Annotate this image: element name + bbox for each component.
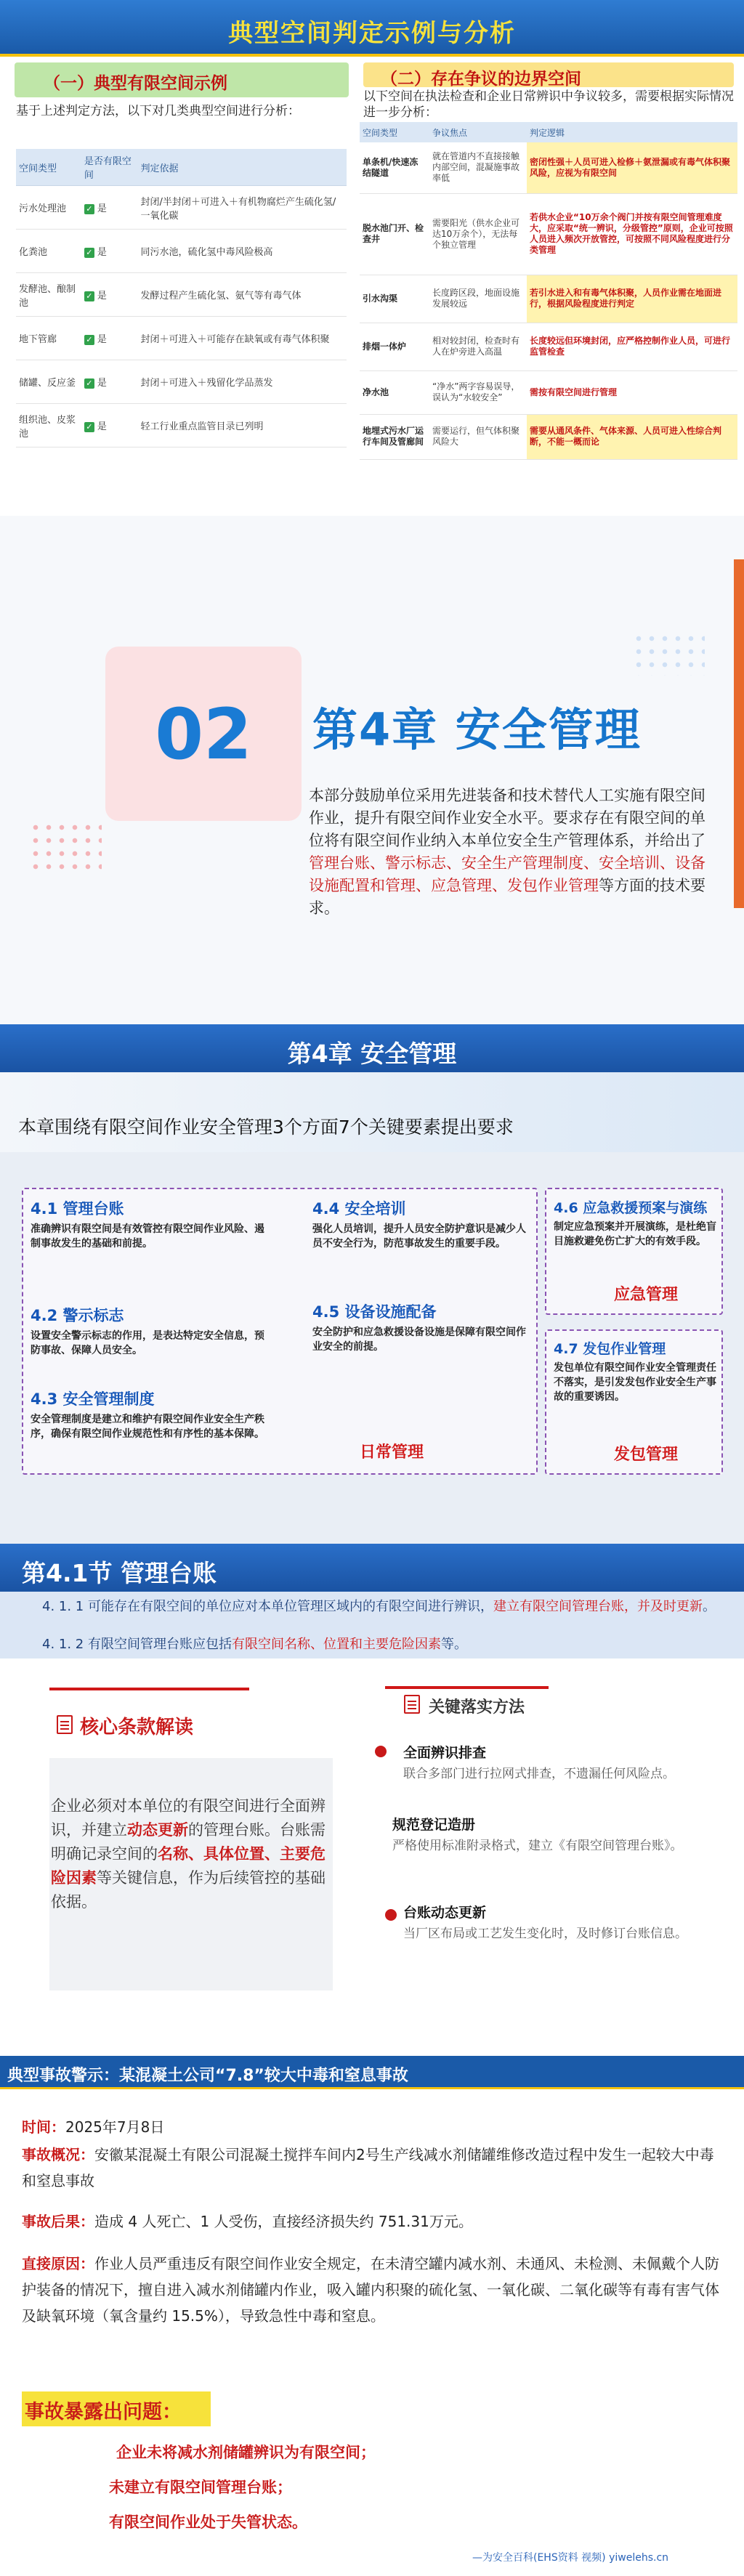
basis: 轻工行业重点监管目录已列明 xyxy=(138,404,347,447)
decor-dots xyxy=(29,821,102,872)
element-title: 4.4 安全培训 xyxy=(312,1200,406,1218)
basis: 同污水池，硫化氢中毒风险极高 xyxy=(138,230,347,273)
element-title: 4.7 发包作业管理 xyxy=(554,1341,666,1357)
is-confined-cell xyxy=(81,273,138,317)
is-confined: 是 xyxy=(97,378,107,389)
clause-text-end: 等。 xyxy=(440,1637,467,1652)
basis: 封闭＋可进入＋可能存在缺氧或有毒气体积聚 xyxy=(138,317,347,360)
interp-highlight: 名称、具体位置、主要危险因素 xyxy=(51,1845,326,1887)
element-safety-system xyxy=(31,1388,274,1441)
footer-watermark: —为安全百科(EHS资料 视频) yiwelehs.cn xyxy=(472,2552,669,2564)
subtitle-boundary: （二）存在争议的边界空间 xyxy=(381,70,581,89)
subtitle-typical-box xyxy=(15,62,349,97)
is-confined-cell xyxy=(81,230,138,273)
space-type: 脱水池门开、检查井 xyxy=(360,193,429,275)
field-label: 事故后果： xyxy=(22,2213,94,2230)
element-desc: 制定应急预案并开展演练，是杜绝盲目施救避免伤亡扩大的有效手段。 xyxy=(554,1221,716,1247)
method-name: 台账动态更新 xyxy=(403,1905,487,1921)
interpretation-text xyxy=(51,1794,334,1914)
typical-space-table xyxy=(16,149,347,447)
section-space-examples xyxy=(0,0,744,516)
is-confined: 是 xyxy=(97,203,107,214)
is-confined-cell xyxy=(81,317,138,360)
interp-highlight: 动态更新 xyxy=(127,1821,188,1839)
space-type: 净水池 xyxy=(360,370,429,414)
method-desc: 联合多部门进行拉网式排查，不遗漏任何风险点。 xyxy=(403,1767,675,1781)
chapter-summary xyxy=(309,785,719,920)
space-type: 发酵池、酿制池 xyxy=(16,273,81,317)
issue-item: 未建立有限空间管理台账； xyxy=(109,2479,292,2496)
divider-left xyxy=(49,1688,249,1690)
interp-text: 企业必须对本单位的有限空间进行全面辨识，并建立 xyxy=(51,1797,326,1839)
space-type: 引水沟渠 xyxy=(360,275,429,323)
issues-title: 事故暴露出问题： xyxy=(25,2401,182,2423)
issue-item: 有限空间作业处于失管状态。 xyxy=(109,2514,307,2531)
lead-band xyxy=(0,1072,744,1152)
divider-right xyxy=(385,1686,549,1689)
method-name: 规范登记造册 xyxy=(392,1817,476,1833)
table-header: 争议焦点 xyxy=(429,122,527,142)
table-row xyxy=(360,414,737,459)
basis: 封闭/半封闭＋可进入＋有机物腐烂产生硫化氢/一氧化碳 xyxy=(138,186,347,230)
table-row xyxy=(360,370,737,414)
check-icon: ✓ xyxy=(84,291,94,301)
element-emergency-plan xyxy=(554,1197,717,1249)
tag-emergency-management: 应急管理 xyxy=(614,1286,679,1304)
check-icon: ✓ xyxy=(84,335,94,345)
method-desc: 严格使用标准附录格式，建立《有限空间管理台账》。 xyxy=(392,1839,683,1853)
element-training xyxy=(312,1197,530,1251)
chapter-number: 02 xyxy=(155,694,252,775)
clause-text: 4. 1. 2 有限空间管理台账应包括 xyxy=(42,1637,232,1652)
table-header: 是否有限空间 xyxy=(81,149,138,186)
element-outsourcing xyxy=(554,1338,717,1404)
section-title: 第4.1节 管理台账 xyxy=(22,1559,217,1587)
subtitle-typical: （一）典型有限空间示例 xyxy=(44,74,227,93)
space-type: 化粪池 xyxy=(16,230,81,273)
basis: 封闭＋可进入＋残留化学品蒸发 xyxy=(138,360,347,404)
issue-item: 企业未将减水剂储罐辨识为有限空间； xyxy=(116,2444,376,2461)
field-value: 安徽某混凝土有限公司混凝土搅拌车间内2号生产线减水剂储罐维修改造过程中发生一起较大中毒和窒息事故 xyxy=(22,2146,714,2190)
table-header: 空间类型 xyxy=(360,122,429,142)
table-row xyxy=(360,193,737,275)
table-header: 空间类型 xyxy=(16,149,81,186)
interpretation-title: 核心条款解读 xyxy=(80,1717,194,1738)
is-confined: 是 xyxy=(97,421,107,432)
method-desc: 当厂区布局或工艺发生变化时，及时修订台账信息。 xyxy=(403,1927,687,1941)
issues-tag xyxy=(22,2391,211,2426)
section-chapter-cover xyxy=(0,516,744,1024)
dispute-focus: 相对较封闭，检查时有人在炉旁进入高温 xyxy=(429,323,527,370)
element-desc: 安全管理制度是建立和维护有限空间作业安全生产秩序，确保有限空间作业规范性和有序性的基本保障。 xyxy=(31,1414,264,1440)
interp-text: 的管理台账。台账需明确记录空间的 xyxy=(51,1821,326,1863)
element-desc: 准确辨识有限空间是有效管控有限空间作业风险、遏制事故发生的基础和前提。 xyxy=(31,1223,264,1249)
judgement-logic: 若供水企业“10万余个阀门并按有限空间管理难度大，应采取“统一辨识，分级管控”原则，企业可按照人员进入频次开放管控，可按照不同风险程度进行分类管理 xyxy=(527,193,737,275)
method-title: 关键落实方法 xyxy=(429,1698,525,1717)
summary-text: 本部分鼓励单位采用先进装备和技术替代人工实施有限空间作业，提升有限空间作业安全水平。要求存在有限空间的单位将有限空间作业纳入本单位安全生产管理体系，并给出了 xyxy=(309,787,705,849)
element-title: 4.2 警示标志 xyxy=(31,1307,124,1324)
field-label: 直接原因： xyxy=(22,2255,94,2272)
dispute-focus: 长度跨区段，地面设施发展较远 xyxy=(429,275,527,323)
section-title: 典型空间判定示例与分析 xyxy=(228,19,516,48)
table-row xyxy=(16,360,347,404)
clause-highlight: 有限空间名称、位置和主要危险因素 xyxy=(231,1637,441,1652)
space-type: 地埋式污水厂运行车间及管廊间 xyxy=(360,414,429,459)
summary-text-end: 等方面的技术要求。 xyxy=(309,877,705,917)
summary-highlight: 管理台账、警示标志、安全生产管理制度、安全培训、设备设施配置和管理、应急管理、发包作业管理 xyxy=(309,854,705,894)
element-equipment xyxy=(312,1300,530,1354)
element-title: 4.5 设备设施配备 xyxy=(312,1303,437,1321)
clause-text-end: 。 xyxy=(702,1599,716,1614)
is-confined-cell xyxy=(81,404,138,447)
field-value: 2025年7月8日 xyxy=(65,2118,165,2136)
dispute-focus: 需要阳光（供水企业可达10万余个），无法每个独立管理 xyxy=(429,193,527,275)
chapter-title: 第4章 安全管理 xyxy=(312,703,642,756)
clause-4-1-2 xyxy=(42,1635,732,1654)
clause-4-1-1 xyxy=(42,1597,732,1616)
section-title: 第4章 安全管理 xyxy=(287,1040,457,1068)
accident-overview xyxy=(22,2142,719,2194)
check-icon: ✓ xyxy=(84,378,94,389)
method-name: 全面辨识排查 xyxy=(403,1745,487,1761)
space-type: 排烟一体炉 xyxy=(360,323,429,370)
decor-dots xyxy=(632,632,705,676)
check-icon: ✓ xyxy=(84,204,94,214)
section-accident-case xyxy=(0,2056,744,2576)
is-confined: 是 xyxy=(97,247,107,258)
element-desc: 安全防护和应急救援设备设施是保障有限空间作业安全的前提。 xyxy=(312,1327,526,1353)
is-confined: 是 xyxy=(97,334,107,345)
is-confined-cell xyxy=(81,360,138,404)
field-value: 造成 4 人死亡、1 人受伤，直接经济损失约 751.31万元。 xyxy=(94,2213,473,2230)
space-type: 组织池、皮浆池 xyxy=(16,404,81,447)
judgement-logic: 需要从通风条件、气体来源、人员可进入性综合判断，不能一概而论 xyxy=(527,414,737,459)
interp-text: 等关键信息，作为后续管控的基础依据。 xyxy=(51,1869,326,1911)
element-title: 4.3 安全管理制度 xyxy=(31,1390,155,1408)
element-desc: 发包单位有限空间作业安全管理责任不落实，是引发发包作业安全生产事故的重要诱因。 xyxy=(554,1362,716,1403)
check-icon: ✓ xyxy=(84,422,94,432)
is-confined: 是 xyxy=(97,291,107,301)
dispute-focus: 就在管道内不直接接触内部空间，混凝施事故率低 xyxy=(429,142,527,193)
field-value: 作业人员严重违反有限空间作业安全规定，在未清空罐内减水剂、未通风、未检测、未佩戴个人防护装备的情况下，擅自进入减水剂储罐内作业，吸入罐内积聚的硫化氢、一氧化碳、二氧化碳等有毒有害气体及缺氧环境（氧含量约 15.5%），导致急性中毒和窒息。 xyxy=(22,2255,719,2325)
judgement-logic: 密闭性强＋人员可进入检修＋氨泄漏或有毒气体积聚风险，应视为有限空间 xyxy=(527,142,737,193)
table-row xyxy=(360,142,737,193)
clause-text: 4. 1. 1 可能存在有限空间的单位应对本单位管理区域内的有限空间进行辨识， xyxy=(42,1599,493,1614)
clause-highlight: 建立有限空间管理台账，并及时更新 xyxy=(493,1599,703,1614)
element-warning-sign xyxy=(31,1304,274,1358)
judgement-logic: 若引水进入和有毒气体积聚，人员作业需在地面进行，根据风险程度进行判定 xyxy=(527,275,737,323)
table-header: 判定依据 xyxy=(138,149,347,186)
space-type: 污水处理池 xyxy=(16,186,81,230)
space-type: 单条机/快速冻结隧道 xyxy=(360,142,429,193)
judgement-logic: 长度较远但环境封闭，应严格控制作业人员，可进行监管检查 xyxy=(527,323,737,370)
tag-daily-management: 日常管理 xyxy=(360,1443,424,1462)
accident-time xyxy=(22,2114,719,2140)
table-row xyxy=(360,323,737,370)
table-row xyxy=(16,404,347,447)
element-ledger xyxy=(31,1197,274,1251)
space-type: 储罐、反应釜 xyxy=(16,360,81,404)
judgement-logic: 需按有限空间进行管理 xyxy=(527,370,737,414)
basis: 发酵过程产生硫化氢、氨气等有毒气体 xyxy=(138,273,347,317)
accident-cause xyxy=(22,2251,719,2329)
overview-lead: 本章围绕有限空间作业安全管理3个方面7个关键要素提出要求 xyxy=(18,1117,514,1138)
accident-consequence xyxy=(22,2208,719,2235)
subtitle-boundary-box xyxy=(363,62,734,87)
bullet-icon xyxy=(385,1909,397,1921)
space-type: 地下管廊 xyxy=(16,317,81,360)
dispute-focus: 需要运行，但气体积聚风险大 xyxy=(429,414,527,459)
bullet-icon xyxy=(375,1746,387,1757)
document-icon xyxy=(57,1715,73,1734)
element-title: 4.6 应急救援预案与演练 xyxy=(554,1200,708,1216)
method-item xyxy=(403,1742,730,1783)
element-desc: 设置安全警示标志的作用，是表达特定安全信息，预防事故、保障人员安全。 xyxy=(31,1330,264,1356)
table-row xyxy=(360,275,737,323)
tag-outsourcing-management: 发包管理 xyxy=(614,1446,679,1464)
checklist-icon xyxy=(404,1695,420,1714)
section-chapter-overview xyxy=(0,1024,744,1544)
method-item xyxy=(392,1814,719,1855)
table-row xyxy=(16,230,347,273)
table-row xyxy=(16,317,347,360)
check-icon: ✓ xyxy=(84,248,94,258)
accent-bar xyxy=(734,559,744,908)
field-label: 事故概况： xyxy=(22,2146,94,2163)
table-row xyxy=(16,273,347,317)
section-ledger xyxy=(0,1544,744,2056)
field-label: 时间： xyxy=(22,2118,65,2136)
element-title: 4.1 管理台账 xyxy=(31,1200,124,1218)
intro-boundary: 以下空间在执法检查和企业日常辨识中争议较多，需要根据实际情况进一步分析： xyxy=(363,89,734,120)
section-title: 典型事故警示：某混凝土公司“7.8”较大中毒和窒息事故 xyxy=(7,2067,408,2085)
intro-typical: 基于上述判定方法，以下对几类典型空间进行分析： xyxy=(16,104,300,118)
boundary-space-table xyxy=(360,122,737,460)
table-row xyxy=(16,186,347,230)
table-header: 判定逻辑 xyxy=(527,122,737,142)
is-confined-cell xyxy=(81,186,138,230)
method-item xyxy=(403,1902,730,1943)
element-desc: 强化人员培训，提升人员安全防护意识是减少人员不安全行为，防范事故发生的重要手段。 xyxy=(312,1223,526,1249)
dispute-focus: “净水”两字容易误导，误认为“水较安全” xyxy=(429,370,527,414)
